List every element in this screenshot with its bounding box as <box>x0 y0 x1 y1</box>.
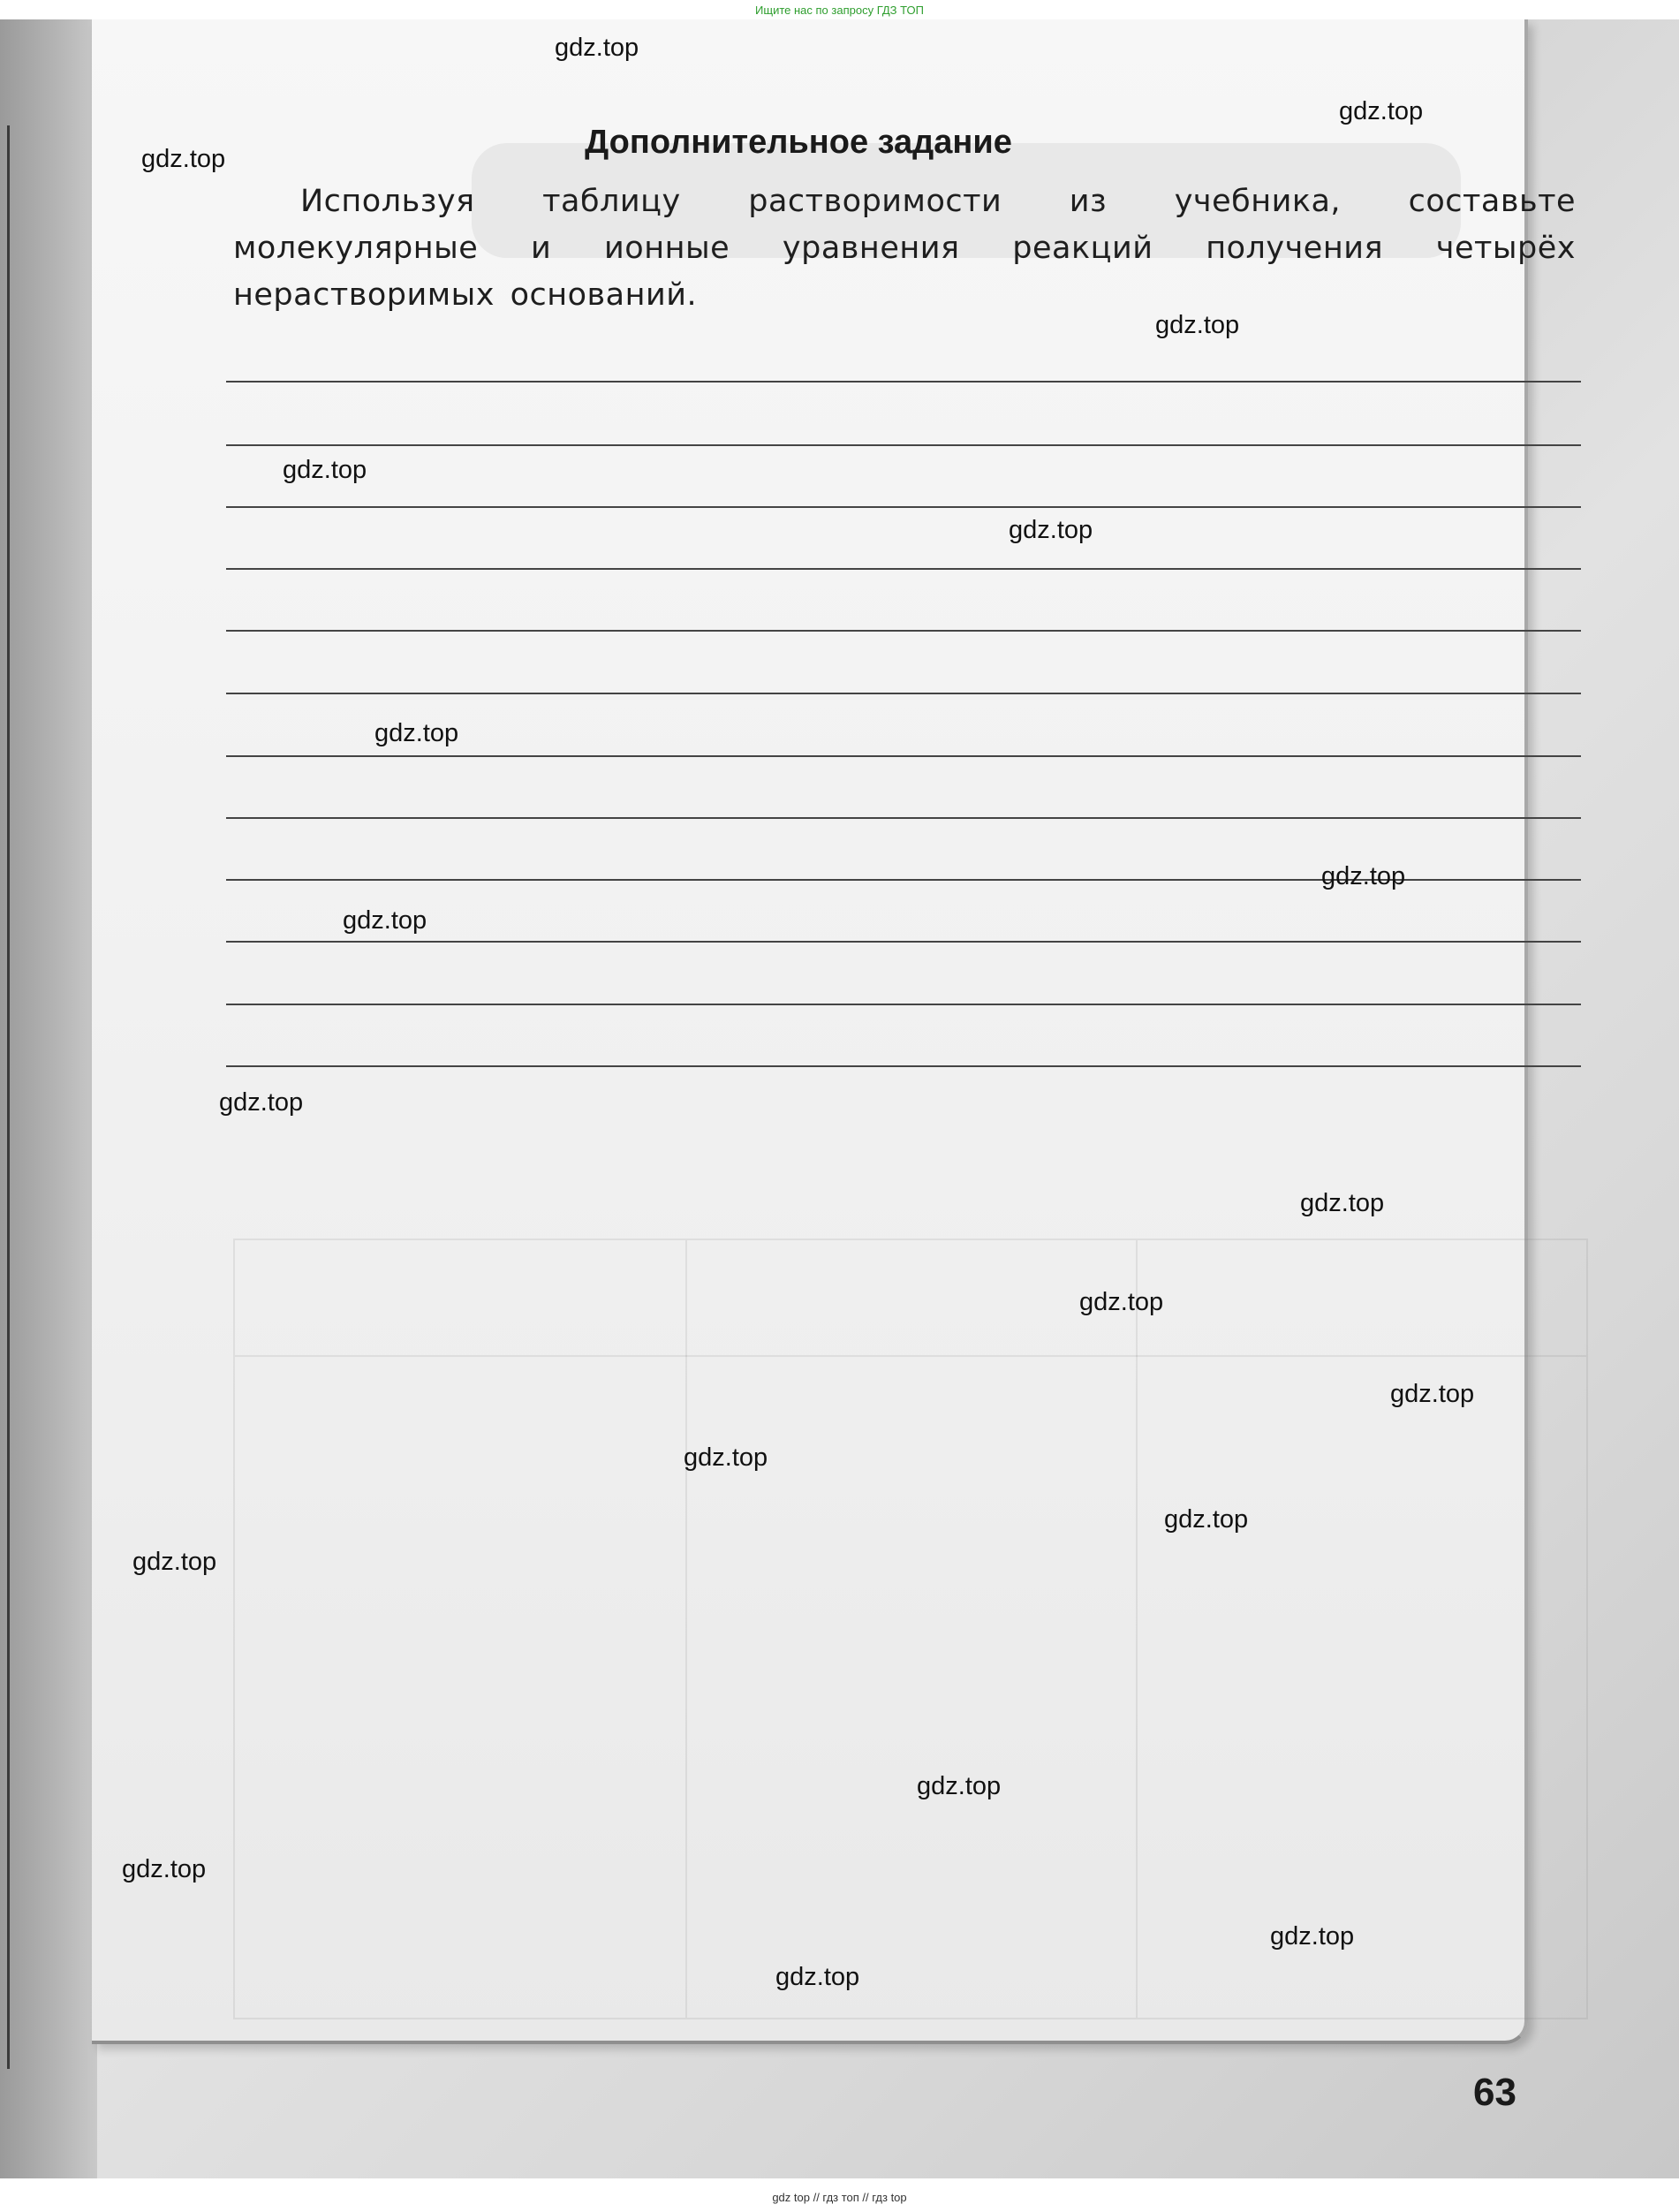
watermark: gdz.top <box>1164 1505 1249 1534</box>
answer-line[interactable] <box>226 1004 1581 1005</box>
watermark: gdz.top <box>1155 311 1240 339</box>
answer-line[interactable] <box>226 630 1581 632</box>
answer-line[interactable] <box>226 506 1581 508</box>
answer-line[interactable] <box>226 693 1581 694</box>
workbook-page <box>92 19 1576 2044</box>
watermark: gdz.top <box>1270 1922 1355 1951</box>
watermark: gdz.top <box>219 1088 304 1117</box>
bottom-banner[interactable]: gdz top // гдз топ // гдз top <box>772 2191 907 2204</box>
watermark: gdz.top <box>122 1855 207 1883</box>
watermark: gdz.top <box>1321 862 1406 890</box>
bleed-through-table-divider <box>235 1355 1586 1357</box>
bleed-through-table <box>233 1239 1588 2019</box>
watermark: gdz.top <box>343 906 427 935</box>
answer-line[interactable] <box>226 444 1581 446</box>
watermark: gdz.top <box>555 34 639 62</box>
watermark: gdz.top <box>775 1963 860 1991</box>
page-number: 63 <box>1473 2071 1516 2114</box>
watermark: gdz.top <box>1390 1380 1475 1408</box>
answer-line[interactable] <box>226 941 1581 943</box>
answer-line[interactable] <box>226 381 1581 383</box>
watermark: gdz.top <box>141 145 226 173</box>
answer-line[interactable] <box>226 817 1581 819</box>
watermark: gdz.top <box>1079 1288 1164 1316</box>
answer-line[interactable] <box>226 755 1581 757</box>
bleed-through-table-divider <box>685 1240 687 2018</box>
book-spine <box>0 19 97 2178</box>
task-text: Используя таблицу растворимости из учебника, составьте молекулярные и ионные уравнения реакций получения четырёх нерастворимых оснований. <box>233 184 1576 313</box>
answer-line[interactable] <box>226 1065 1581 1067</box>
watermark: gdz.top <box>132 1548 217 1576</box>
bleed-through-table-divider <box>1136 1240 1138 2018</box>
left-page-edge <box>7 125 10 2069</box>
answer-line[interactable] <box>226 568 1581 570</box>
watermark: gdz.top <box>1339 97 1424 125</box>
watermark: gdz.top <box>1009 516 1093 544</box>
watermark: gdz.top <box>283 456 367 484</box>
top-banner[interactable]: Ищите нас по запросу ГДЗ ТОП <box>755 4 924 17</box>
watermark: gdz.top <box>684 1443 768 1472</box>
watermark: gdz.top <box>374 719 459 747</box>
task-title: Дополнительное задание <box>585 124 1012 161</box>
watermark: gdz.top <box>917 1772 1002 1800</box>
watermark: gdz.top <box>1300 1189 1385 1217</box>
